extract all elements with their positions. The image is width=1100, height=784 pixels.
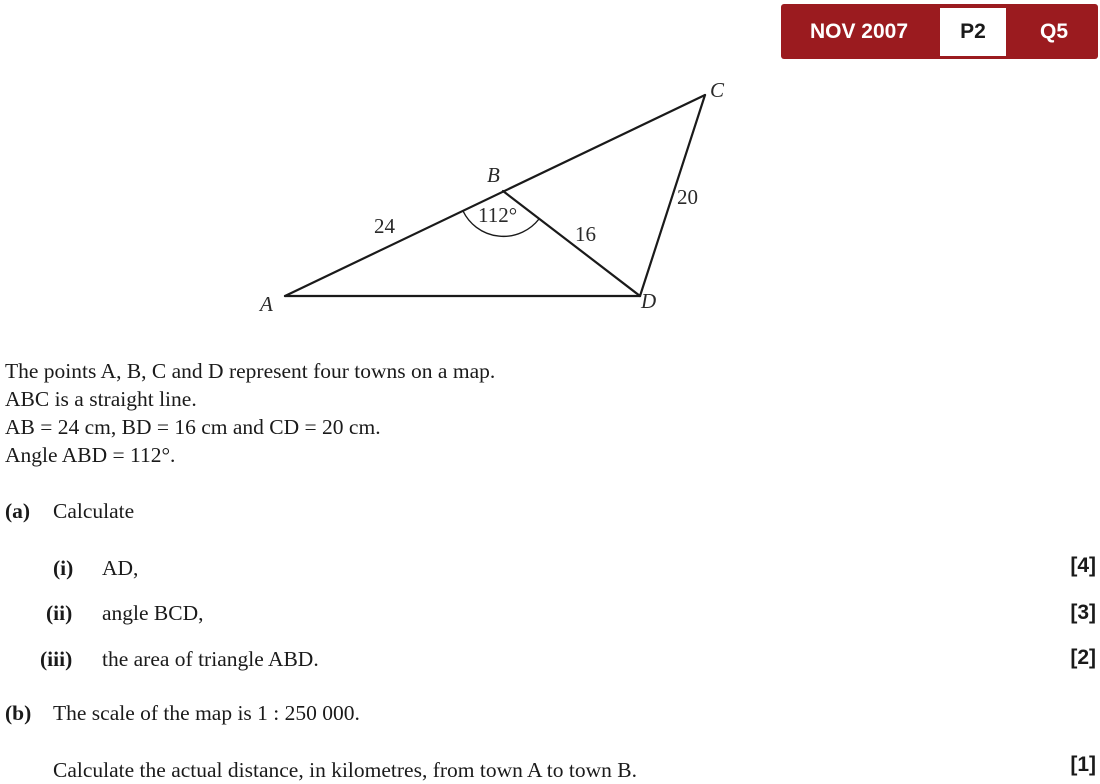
triangle-diagram bbox=[0, 0, 1100, 340]
line-bd bbox=[503, 191, 640, 296]
part-b-marks: [1] bbox=[1070, 753, 1096, 776]
point-label-b: B bbox=[487, 163, 500, 187]
header-paper: P2 bbox=[940, 8, 1006, 56]
part-b-text: The scale of the map is 1 : 250 000. bbox=[53, 701, 360, 725]
part-b-label: (b) bbox=[5, 701, 32, 725]
intro-line-4: Angle ABD = 112°. bbox=[5, 443, 176, 467]
part-a-label: (a) bbox=[5, 499, 31, 523]
header-question: Q5 bbox=[1039, 20, 1068, 43]
part-a-ii-label: (ii) bbox=[46, 601, 73, 625]
part-a-ii-text: angle BCD, bbox=[102, 601, 204, 625]
part-a-iii-label: (iii) bbox=[40, 647, 73, 671]
intro-line-1: The points A, B, C and D represent four towns on a map. bbox=[5, 359, 496, 383]
length-label-bd: 16 bbox=[575, 222, 596, 246]
intro-line-2: ABC is a straight line. bbox=[5, 387, 197, 411]
point-label-a: A bbox=[260, 292, 273, 316]
point-label-d: D bbox=[641, 289, 657, 313]
part-a-i-marks: [4] bbox=[1070, 554, 1096, 577]
part-a-ii-marks: [3] bbox=[1070, 601, 1096, 624]
length-label-ab: 24 bbox=[374, 214, 395, 238]
part-a-iii-marks: [2] bbox=[1070, 646, 1096, 669]
header-date: NOV 2007 bbox=[809, 20, 909, 43]
point-label-c: C bbox=[710, 78, 725, 102]
part-a-text: Calculate bbox=[53, 499, 135, 523]
part-b-question: Calculate the actual distance, in kilometres, from town A to town B. bbox=[53, 758, 637, 782]
line-abc bbox=[285, 95, 705, 296]
part-a-iii-text: the area of triangle ABD. bbox=[102, 647, 319, 671]
part-a-i-text: AD, bbox=[102, 556, 139, 580]
angle-label: 112° bbox=[478, 203, 518, 227]
part-a-i-label: (i) bbox=[53, 556, 74, 580]
length-label-cd: 20 bbox=[677, 185, 698, 209]
intro-line-3: AB = 24 cm, BD = 16 cm and CD = 20 cm. bbox=[5, 415, 381, 439]
